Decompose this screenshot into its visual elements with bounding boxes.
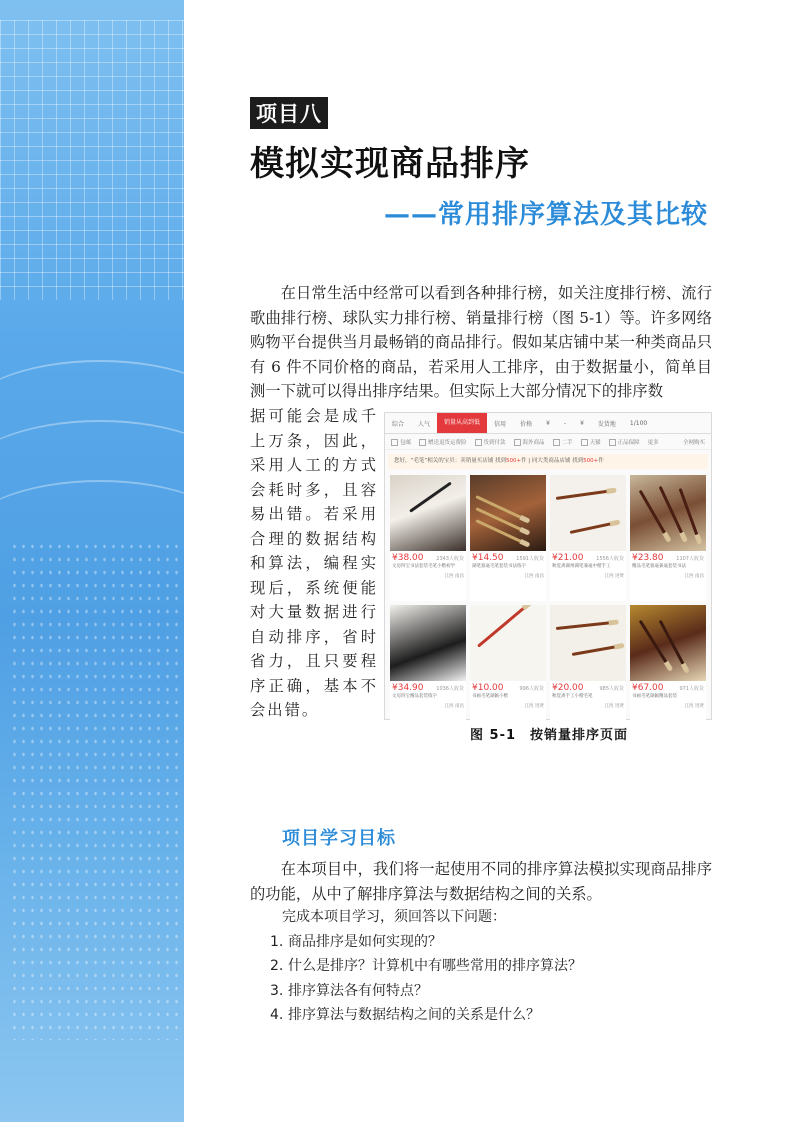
price-dash: - [563, 419, 567, 427]
product-desc: 精品毛笔狼毫兼毫套装书法 [632, 564, 686, 569]
filter-more: 更多 [647, 439, 659, 446]
product-image [550, 605, 626, 681]
product-card [470, 475, 546, 601]
sort-option: 发货地 [597, 420, 616, 428]
product-shop: 江西 南昌 [524, 574, 544, 579]
section-heading: 项目学习目标 [282, 828, 396, 849]
product-desc: 秋觉斋手工小楷毛笔 [552, 694, 593, 699]
price-from: ¥ [546, 419, 550, 427]
product-price: ¥20.00 [552, 683, 584, 693]
product-price: ¥10.00 [472, 683, 504, 693]
product-shop: 江西 南昌 [444, 704, 464, 709]
search-notice: 您好，“毛笔”相关的宝贝：卖销量买店铺 找到500+件 | 同大类商品店铺 找到500+件 [388, 454, 708, 469]
product-price: ¥67.00 [632, 683, 664, 693]
sort-toolbar [385, 413, 711, 434]
product-shop: 江西 南昌 [444, 574, 464, 579]
product-desc: 文房四宝书法套装毛笔小楷初学 [392, 564, 455, 569]
questions-intro: 完成本项目学习，须回答以下问题： [282, 909, 506, 925]
product-grid [385, 473, 711, 733]
product-sales: 1591人收货 [516, 556, 544, 562]
sales-ranking-figure [384, 412, 712, 720]
question-item: 2. 什么是排序？计算机中有哪些常用的排序算法？ [270, 958, 582, 975]
sidebar-grid-pattern [0, 20, 184, 300]
product-desc: 书画毛笔湖颖小楷 [472, 694, 508, 699]
product-card [630, 475, 706, 601]
product-image [390, 475, 466, 551]
product-price: ¥14.50 [472, 553, 504, 563]
product-card [390, 475, 466, 601]
sort-option-active: 销量从高到低 [437, 413, 487, 433]
product-desc: 文房四宝精品套装练字 [392, 694, 437, 699]
product-card [550, 475, 626, 601]
filter-item: 海外商品 [514, 438, 545, 446]
product-image [630, 605, 706, 681]
intro-paragraph: 在日常生活中经常可以看到各种排行榜，如关注度排行榜、流行歌曲排行榜、球队实力排行榜、销量排行榜（图 5-1）等。许多网络购物平台提供当月最畅销的商品排行。假如某店铺中某一种类商品只有 6 件不同价格的商品，若采用人工排序，由于数据量小，简单目测一下就可以得出排序结果。但实际上大部分情况下的排序数 [250, 284, 712, 400]
sort-option: 信用 [494, 420, 507, 428]
filter-bar [385, 434, 711, 450]
product-card [390, 605, 466, 731]
product-desc: 湖笔狼毫毛笔套装书法练字 [472, 564, 526, 569]
page-indicator: 1/100 [629, 419, 648, 427]
filter-item: 赠送退货运费险 [419, 438, 467, 446]
figure-caption: 图 5-1 按销量排序页面 [470, 728, 629, 743]
questions-list [270, 930, 582, 1027]
product-sales: 985人收货 [599, 686, 624, 692]
product-sales: 1107人收货 [676, 556, 704, 562]
intro-paragraph-continued: 据可能会是成千上万条，因此，采用人工的方式会耗时多，且容易出错。若采用合理的数据结构和算法，编程实现后，系统便能对大量数据进行自动排序，省时省力，且只要程序正确，基本不会出错。 [250, 407, 378, 719]
product-sales: 971人收货 [679, 686, 704, 692]
filter-item: 二手 [553, 438, 573, 446]
product-sales: 2343人收货 [436, 556, 464, 562]
product-price: ¥23.80 [632, 553, 664, 563]
sort-option: 价格 [520, 420, 533, 428]
product-sales: 996人收货 [519, 686, 544, 692]
product-shop: 江西 进贤 [604, 704, 624, 709]
sort-option: 人气 [418, 420, 431, 428]
filter-right: 全网购买 [682, 439, 705, 446]
sort-option: 综合 [392, 420, 405, 428]
chapter-subtitle: ——常用排序算法及其比较 [383, 200, 708, 230]
filter-item: 正品保障 [609, 438, 640, 446]
goal-paragraph: 在本项目中，我们将一起使用不同的排序算法模拟实现商品排序的功能，从中了解排序算法与数据结构之间的关系。 [250, 860, 712, 903]
product-shop: 江西 进贤 [684, 704, 704, 709]
product-image [550, 475, 626, 551]
product-desc: 秋觉斋湖州湖笔兼毫中楷手工 [552, 564, 611, 569]
price-to: ¥ [580, 419, 584, 427]
product-shop: 江西 进贤 [604, 574, 624, 579]
decorative-sidebar [0, 0, 184, 1122]
product-image [390, 605, 466, 681]
sidebar-dot-pattern [10, 540, 180, 1040]
product-image [470, 605, 546, 681]
question-item: 4. 排序算法与数据结构之间的关系是什么？ [270, 1006, 540, 1023]
question-item: 1. 商品排序是如何实现的？ [270, 934, 442, 950]
product-desc: 书画毛笔湖颖精品套装 [632, 694, 677, 699]
filter-item: 天猫 [581, 438, 601, 446]
question-item: 3. 排序算法各有何特点？ [270, 982, 428, 999]
filter-item: 包邮 [391, 438, 411, 446]
project-tag: 项目八 [250, 97, 328, 129]
product-shop: 江西 南昌 [684, 574, 704, 579]
product-sales: 1556人收货 [596, 556, 624, 562]
product-card [470, 605, 546, 731]
product-price: ¥21.00 [552, 553, 584, 563]
product-card [550, 605, 626, 731]
product-price: ¥34.90 [392, 683, 424, 693]
product-image [630, 475, 706, 551]
filter-item: 货到付款 [475, 438, 506, 446]
product-sales: 1036人收货 [436, 686, 464, 692]
product-shop: 江西 进贤 [524, 704, 544, 709]
product-price: ¥38.00 [392, 553, 424, 563]
product-card [630, 605, 706, 731]
chapter-title: 模拟实现商品排序 [250, 144, 530, 184]
product-image [470, 475, 546, 551]
